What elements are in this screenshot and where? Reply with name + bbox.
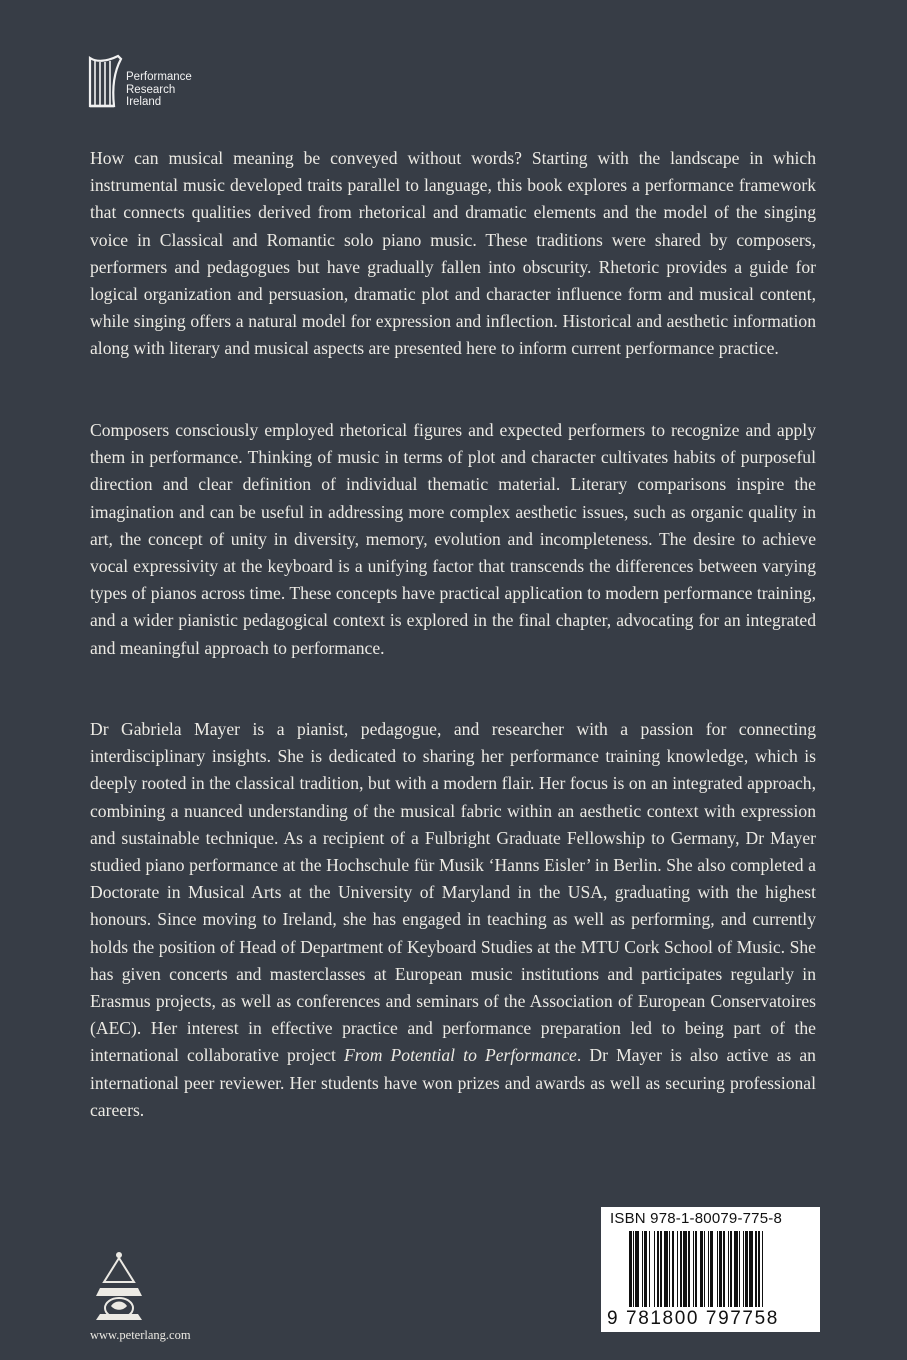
barcode-bar <box>745 1231 748 1307</box>
barcode-bar <box>755 1231 756 1307</box>
barcode-bar <box>657 1231 660 1307</box>
bio-text-start: Dr Gabriela Mayer is a pianist, pedagogue, and researcher with a passion for connecting interdisciplinary insights. She is dedicated to sharing her performance training knowledge, which is deeply rooted in the classical tradition, but with a modern flair. Her focus is on an integrated approach, combining a nuanced understanding of the musical fabric within an aesthetic context with expression and sustainable technique. As a recipient of a Fulbright Graduate Fellowship to Germany, Dr Mayer studied piano performance at the Hochschule für Musik ‘Hanns Eisler’ in Berlin. She also completed a Doctorate in Musical Arts at the University of Maryland in the USA, graduating with the highest honours. Since moving to Ireland, she has engaged in teaching as well as performing, and currently holds the position of Head of Department of Keyboard Studies at the MTU Cork School of Music. She has given concerts and masterclasses at European music institutions and participates regularly in Erasmus projects, as well as conferences and seminars of the Association of European Conservatoires (AEC). Her interest in effective practice and performance preparation led to being part of the international collaborative project <box>90 719 816 1066</box>
isbn-barcode <box>601 1207 820 1332</box>
barcode-bar <box>635 1231 639 1307</box>
barcode-digits: 9 781800 797758 <box>607 1308 779 1329</box>
barcode-bar <box>749 1231 753 1307</box>
barcode-bar <box>700 1231 703 1307</box>
series-name <box>126 71 192 109</box>
barcode-bar <box>644 1231 647 1307</box>
barcode-bar <box>672 1231 675 1307</box>
barcode-bar <box>728 1231 729 1307</box>
barcode-bar <box>730 1231 731 1307</box>
barcode-bar <box>710 1231 713 1307</box>
barcode-bar <box>680 1231 681 1307</box>
isbn-label: ISBN 978-1-80079-775-8 <box>610 1210 783 1227</box>
barcode-bar <box>734 1231 738 1307</box>
harp-icon <box>88 52 124 108</box>
barcode-bar <box>688 1231 691 1307</box>
barcode-bar <box>743 1231 744 1307</box>
barcode-bar <box>654 1231 655 1307</box>
publisher-website: www.peterlang.com <box>90 1328 191 1342</box>
barcode-bar <box>664 1231 668 1307</box>
peter-lang-logo-icon <box>92 1248 146 1326</box>
barcode-bar <box>649 1231 650 1307</box>
series-logo <box>88 52 192 109</box>
barcode-bar <box>758 1231 761 1307</box>
bio-text-end: . Dr Mayer is also active as an international peer reviewer. Her students have won prizes and awards as well as securing professional careers. <box>90 1045 816 1120</box>
barcode-bar <box>660 1231 661 1307</box>
blurb-paragraph-2: Composers consciously employed rhetorical figures and expected performers to recognize and apply them in performance. Thinking of music in terms of plot and character cultivates habits of purposeful direction and clear definition of individual thematic material. Literary comparisons inspire the imagination and can be useful in addressing more complex aesthetic issues, such as organic quality in art, the concept of unity in diversity, memory, evolution and incompleteness. The desire to achieve vocal expressivity at the keyboard is a unifying factor that transcends the differences between varying types of pianos across time. These concepts have practical application to modern performance training, and a wider pianistic pedagogical context is explored in the final chapter, advocating for an integrated and meaningful approach to performance. <box>90 420 816 658</box>
barcode-bar <box>762 1231 763 1307</box>
barcode-bar <box>695 1231 696 1307</box>
barcode-bar <box>633 1231 634 1307</box>
series-line-3: Ireland <box>126 96 162 108</box>
barcode-bars <box>629 1231 813 1307</box>
series-line-2: Research <box>126 83 176 96</box>
barcode-bar <box>693 1231 694 1307</box>
barcode-bar <box>669 1231 670 1307</box>
barcode-bar <box>642 1231 643 1307</box>
barcode-bar <box>683 1231 687 1307</box>
barcode-bar <box>629 1231 632 1307</box>
barcode-bar <box>677 1231 678 1307</box>
barcode-bar <box>723 1231 726 1307</box>
barcode-bar <box>704 1231 705 1307</box>
barcode-bar <box>717 1231 718 1307</box>
blurb-paragraph-1: How can musical meaning be conveyed without words? Starting with the landscape in which instrumental music developed traits parallel to language, this book explores a performance framework that connects qualities derived from rhetorical and dramatic elements and the model of the singing voice in Classical and Romantic solo piano music. These traditions were shared by composers, performers and pedagogues but have gradually fallen into obscurity. Rhetoric provides a guide for logical organization and persuasion, dramatic plot and character influence form and musical content, while singing offers a natural model for expression and inflection. Historical and aesthetic information along with literary and musical aspects are presented here to inform current performance practice. <box>90 148 816 359</box>
author-bio <box>90 716 816 1124</box>
barcode-bar <box>719 1231 722 1307</box>
project-title: From Potential to Performance <box>343 1045 577 1066</box>
barcode-bar <box>739 1231 740 1307</box>
barcode-bar <box>708 1231 709 1307</box>
series-line-1: Performance <box>126 71 192 83</box>
